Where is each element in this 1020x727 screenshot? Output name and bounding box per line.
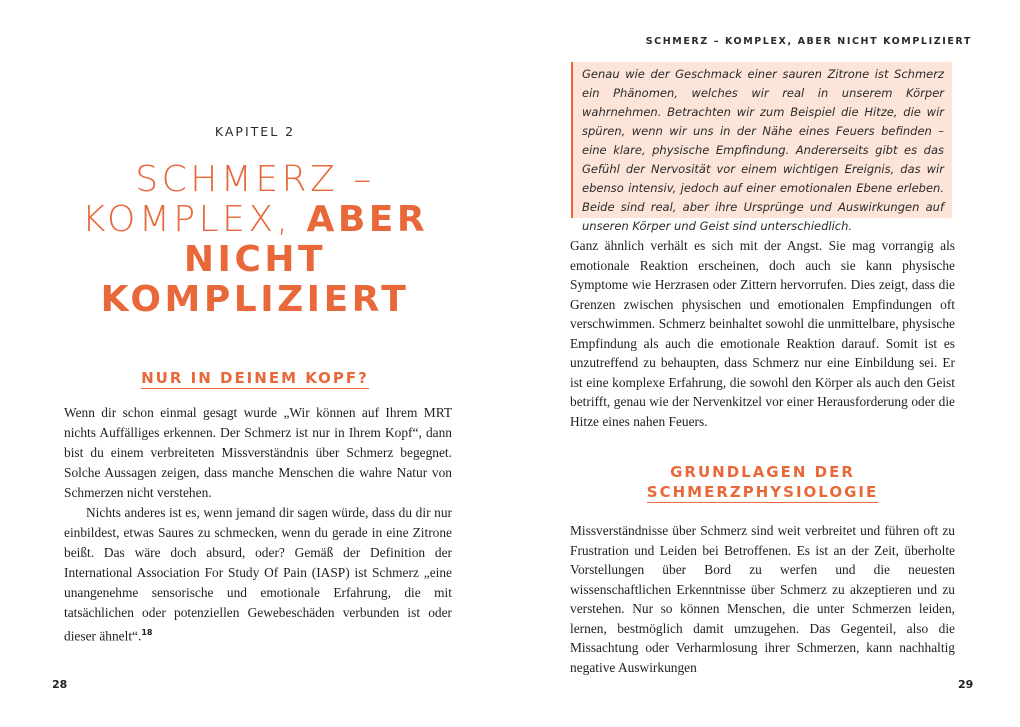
chapter-title-komplex: KOMPLEX, — [81, 199, 292, 240]
right-body-text-1 — [570, 236, 955, 431]
running-head: SCHMERZ – KOMPLEX, ABER NICHT KOMPLIZIERT — [645, 36, 972, 47]
callout-text: Genau wie der Geschmack einer sauren Zitrone ist Schmerz ein Phänomen, welches wir real in unserem Körper wahrnehmen. Betrachten wir zum Beispiel die Hitze, die wir spüren, wenn wir uns in der Nähe eines Feuers befinden – eine klare, physische Empfindung. Andererseits gibt es das Gefühl der Nervosität vor einem wichtigen Ereignis, das wir ebenso intensiv, jedoch auf einer emotionalen Ebene erleben. Beide sind real, aber ihre Ursprünge und Auswirkungen auf unseren Körper und Geist sind unterschiedlich. — [582, 67, 944, 233]
page-number-left: 28 — [52, 678, 68, 691]
right-paragraph-1: Ganz ähnlich verhält es sich mit der Angst. Sie mag vorrangig als emotionale Reaktion erscheinen, doch auch sie kann physische Symptome wie Herzrasen oder Zittern hervorrufen. Dies zeigt, dass die Grenzen zwischen physischen und emotionalen Empfindungen oft verschwimmen. Schmerz beinhaltet sowohl die unmittelbare, physische Empfindung als auch die emotionale Reaktion darauf. Somit ist es unzutreffend zu behaupten, dass Schmerz nur eine Einbildung sei. Er ist eine komplexe Erfahrung, die sowohl den Körper als auch den Geist betrifft, genau wie der Nervenkitzel vor einer Herausforderung oder die Hitze eines nahen Feuers. — [570, 238, 955, 429]
section-heading-physiologie — [570, 462, 955, 502]
section-heading-physiologie-line1: GRUNDLAGEN DER — [670, 463, 855, 481]
chapter-title-line2 — [80, 200, 430, 240]
callout-box — [571, 62, 952, 233]
right-paragraph-2: Missverständnisse über Schmerz sind weit verbreitet und führen oft zu Frustration und Leiden bei Betroffenen. Es ist an der Zeit, überholte Vorstellungen über Bord zu werfen und die neuesten wissenschaftlichen Erkenntnisse über Schmerz zu akzeptieren und zu verstehen. Nur so können Menschen, die unter Schmerzen leiden, lernen, bestmöglich damit umzugehen. Das Gegenteil, also die Missachtung oder Verharmlosung ihrer Schmerzen, kann nachhaltig negative Auswirkungen — [570, 523, 955, 675]
chapter-label: KAPITEL 2 — [214, 124, 296, 139]
section-heading-kopf-text: NUR IN DEINEM KOPF? — [141, 369, 369, 387]
left-paragraph-1: Wenn dir schon einmal gesagt wurde „Wir können auf Ihrem MRT nichts Auffälliges erkennen. Der Schmerz ist nur in Ihrem Kopf“, dann bist du einem verbreiteten Missverständnis über Schmerz begegnet. Solche Aussagen zeigen, dass manche Menschen die wahre Natur von Schmerzen nicht verstehen. — [64, 405, 452, 500]
chapter-title-line4: KOMPLIZIERT — [100, 279, 410, 320]
chapter-title — [80, 160, 430, 320]
footnote-reference: 18 — [141, 628, 153, 637]
section-heading-kopf — [0, 368, 510, 387]
section-heading-physiologie-line2: SCHMERZPHYSIOLOGIE — [646, 483, 879, 501]
page-number-right: 29 — [958, 678, 974, 691]
left-body-text — [64, 403, 452, 646]
chapter-title-line3: NICHT — [183, 239, 327, 280]
right-body-text-2 — [570, 521, 955, 677]
chapter-title-line1: SCHMERZ – — [135, 159, 375, 200]
left-paragraph-2-text: Nichts anderes ist es, wenn jemand dir sagen würde, dass du dir nur einbildest, etwas Saures zu schmecken, wenn du gerade in eine Zitrone beißt. Das wäre doch absurd, oder? Gemäß der Definition der International Association For Study Of Pain (IASP) ist Schmerz „eine unangenehme sensorische und emotionale Erfahrung, die mit tatsächlichen oder potenziellen Gewebeschäden verbunden ist oder dieser ähnelt“. — [64, 505, 452, 644]
chapter-title-aber: ABER — [306, 199, 429, 240]
left-paragraph-2 — [64, 503, 452, 646]
right-page — [510, 0, 1020, 727]
